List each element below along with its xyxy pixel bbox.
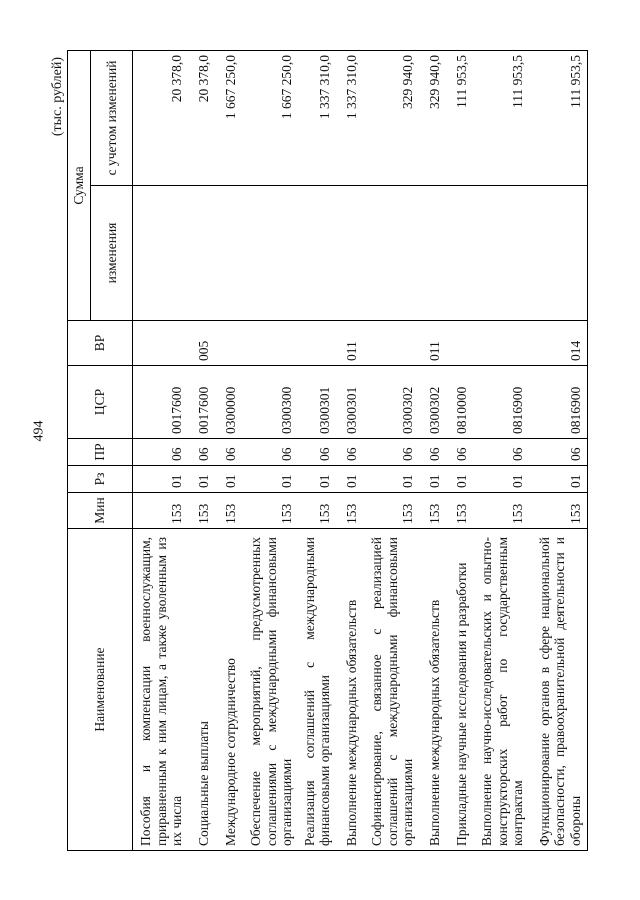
row-vr [447,321,474,366]
row-name: Международное сотрудничество [216,529,243,851]
header-change: изменения [91,186,133,321]
row-min: 153 [474,493,530,529]
row-change [243,186,299,321]
row-name: Функционирование органов в сфере национальной безопасности, правоохранительной деятельности и обороны [530,529,588,851]
page-number: 494 [31,420,47,442]
row-vr [364,321,420,366]
row-pr: 06 [299,439,337,466]
row-rz: 01 [337,466,364,493]
row-vr: 005 [189,321,216,366]
row-min: 153 [299,493,337,529]
row-pr: 06 [474,439,530,466]
row-total: 111 953,5 [447,50,474,185]
row-csr: 0017600 [189,366,216,439]
row-name: Выполнение международных обязательств [337,529,364,851]
row-csr: 0816900 [474,366,530,439]
header-rz: Рз [68,466,133,493]
row-vr [133,321,189,366]
row-csr: 0017600 [133,366,189,439]
row-change [133,186,189,321]
row-name: Реализация соглашений с международными финансовыми организациями [299,529,337,851]
row-csr: 0300302 [420,366,447,439]
row-rz: 01 [299,466,337,493]
row-rz: 01 [474,466,530,493]
row-change [474,186,530,321]
row-name: Выполнение международных обязательств [420,529,447,851]
table-row [189,50,216,850]
table-row [216,50,243,850]
row-min: 153 [447,493,474,529]
row-min: 153 [216,493,243,529]
row-min: 153 [133,493,189,529]
row-vr [243,321,299,366]
row-vr [474,321,530,366]
row-total: 1 337 310,0 [337,50,364,185]
row-change [337,186,364,321]
row-name: Прикладные научные исследования и разработки [447,529,474,851]
table-row [299,50,337,850]
table-row [447,50,474,850]
row-total: 111 953,5 [474,50,530,185]
row-csr: 0300301 [337,366,364,439]
row-pr: 06 [420,439,447,466]
row-rz: 01 [420,466,447,493]
row-name: Выполнение научно-исследовательских и опытно-конструкторских работ по государственным контрактам [474,529,530,851]
row-name: Пособия и компенсации военнослужащим, приравненным к ним лицам, а также уволенным из их числа [133,529,189,851]
row-min: 153 [420,493,447,529]
rotated-page [45,51,610,851]
row-csr: 0300300 [243,366,299,439]
table-row [364,50,420,850]
row-vr: 014 [530,321,588,366]
table-row [133,50,189,850]
row-rz: 01 [243,466,299,493]
row-rz: 01 [133,466,189,493]
header-min: Мин [68,493,133,529]
row-change [189,186,216,321]
row-min: 153 [337,493,364,529]
row-vr [216,321,243,366]
row-pr: 06 [364,439,420,466]
row-rz: 01 [447,466,474,493]
row-change [216,186,243,321]
row-change [299,186,337,321]
row-min: 153 [364,493,420,529]
table-row [474,50,530,850]
row-total: 329 940,0 [420,50,447,185]
row-csr: 0300302 [364,366,420,439]
row-rz: 01 [364,466,420,493]
row-total: 1 337 310,0 [299,50,337,185]
row-vr: 011 [420,321,447,366]
header-csr: ЦСР [68,366,133,439]
table-row [243,50,299,850]
row-change [447,186,474,321]
row-pr: 06 [189,439,216,466]
row-rz: 01 [530,466,588,493]
row-change [420,186,447,321]
row-total: 20 378,0 [133,50,189,185]
table-row [337,50,364,850]
row-min: 153 [243,493,299,529]
row-total: 20 378,0 [189,50,216,185]
row-pr: 06 [243,439,299,466]
row-pr: 06 [447,439,474,466]
row-csr: 0810000 [447,366,474,439]
header-with-changes: с учетом изменений [91,50,133,185]
row-rz: 01 [216,466,243,493]
row-total: 1 667 250,0 [243,50,299,185]
row-pr: 06 [530,439,588,466]
row-min: 153 [530,493,588,529]
row-pr: 06 [133,439,189,466]
row-csr: 0816900 [530,366,588,439]
row-pr: 06 [337,439,364,466]
header-name: Наименование [68,529,133,851]
row-min: 153 [189,493,216,529]
header-vr: ВР [68,321,133,366]
row-change [364,186,420,321]
row-name: Софинансирование, связанное с реализацией соглашений с международными финансовыми организациями [364,529,420,851]
row-csr: 0300301 [299,366,337,439]
row-rz: 01 [189,466,216,493]
header-pr: ПР [68,439,133,466]
table-row [420,50,447,850]
row-csr: 0300000 [216,366,243,439]
header-sum: Сумма [68,50,91,320]
row-total: 329 940,0 [364,50,420,185]
row-name: Обеспечение мероприятий, предусмотренных соглашениями с международными финансовыми организациями [243,529,299,851]
budget-table [67,50,588,851]
row-change [530,186,588,321]
table-row [530,50,588,850]
row-name: Социальные выплаты [189,529,216,851]
row-total: 111 953,5 [530,50,588,185]
row-vr: 011 [337,321,364,366]
units-label: (тыс. рублей) [50,57,65,137]
row-pr: 06 [216,439,243,466]
row-vr [299,321,337,366]
row-total: 1 667 250,0 [216,50,243,185]
